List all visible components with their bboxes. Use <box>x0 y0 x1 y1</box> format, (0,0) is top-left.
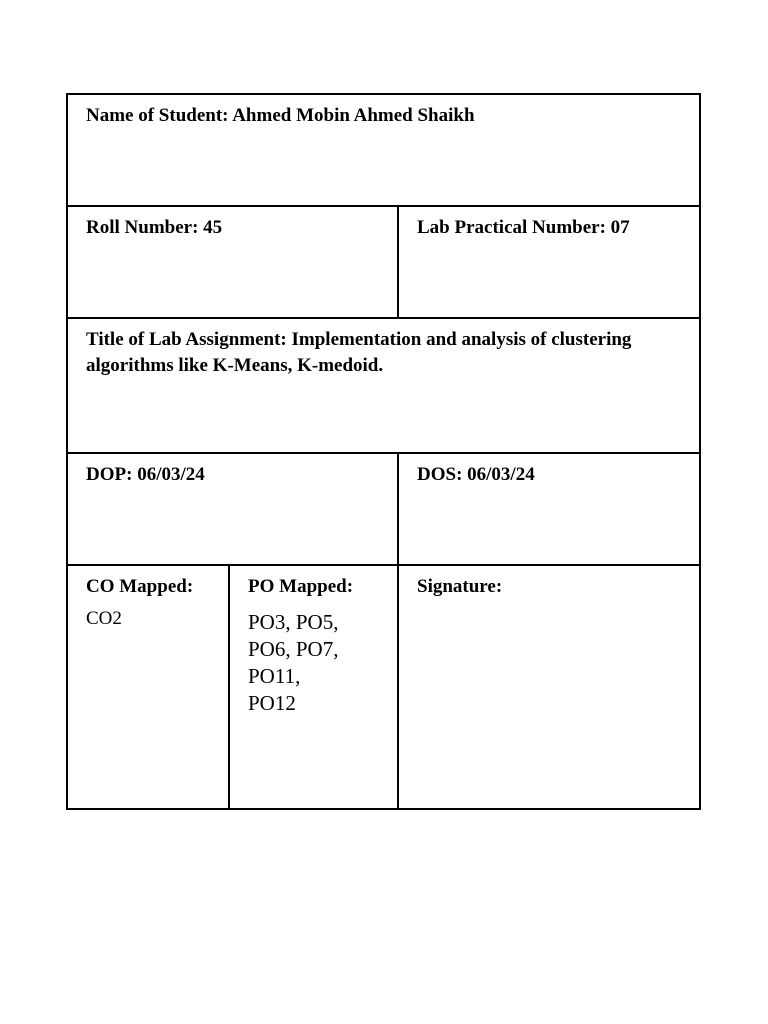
po-mapped-line: PO3, PO5, <box>248 610 339 634</box>
dop-cell <box>68 454 397 564</box>
student-name-value: Ahmed Mobin Ahmed Shaikh <box>232 105 475 126</box>
dop-value: 06/03/24 <box>137 464 205 485</box>
co-mapped-value: CO2 <box>86 608 122 629</box>
student-name-cell <box>68 95 699 205</box>
po-mapped-list <box>248 609 397 717</box>
assignment-title-cell <box>68 319 699 452</box>
dos-value: 06/03/24 <box>467 464 535 485</box>
roll-number-label: Roll Number: <box>86 217 199 238</box>
co-mapped-label: CO Mapped: <box>86 576 194 597</box>
po-mapped-line: PO12 <box>248 691 296 715</box>
student-name-label: Name of Student: <box>86 105 229 126</box>
signature-cell <box>399 566 699 810</box>
lab-practical-cell <box>399 207 699 317</box>
co-mapped-cell <box>68 566 228 810</box>
po-mapped-cell <box>230 566 397 810</box>
dos-cell <box>399 454 699 564</box>
po-mapped-line: PO11, <box>248 664 301 688</box>
po-mapped-line: PO6, PO7, <box>248 637 339 661</box>
lab-practical-value: 07 <box>610 217 630 238</box>
dop-label: DOP: <box>86 464 133 485</box>
lab-practical-label: Lab Practical Number: <box>417 217 606 238</box>
assignment-title-label: Title of Lab Assignment: <box>86 329 287 350</box>
lab-cover-form <box>66 93 701 810</box>
po-mapped-label: PO Mapped: <box>248 576 354 597</box>
roll-number-value: 45 <box>203 217 223 238</box>
assignment-title-value: Implementation and analysis of clustering algorithms like K-Means, K-medoid. <box>86 329 632 376</box>
dos-label: DOS: <box>417 464 463 485</box>
signature-label: Signature: <box>417 576 503 597</box>
roll-number-cell <box>68 207 397 317</box>
